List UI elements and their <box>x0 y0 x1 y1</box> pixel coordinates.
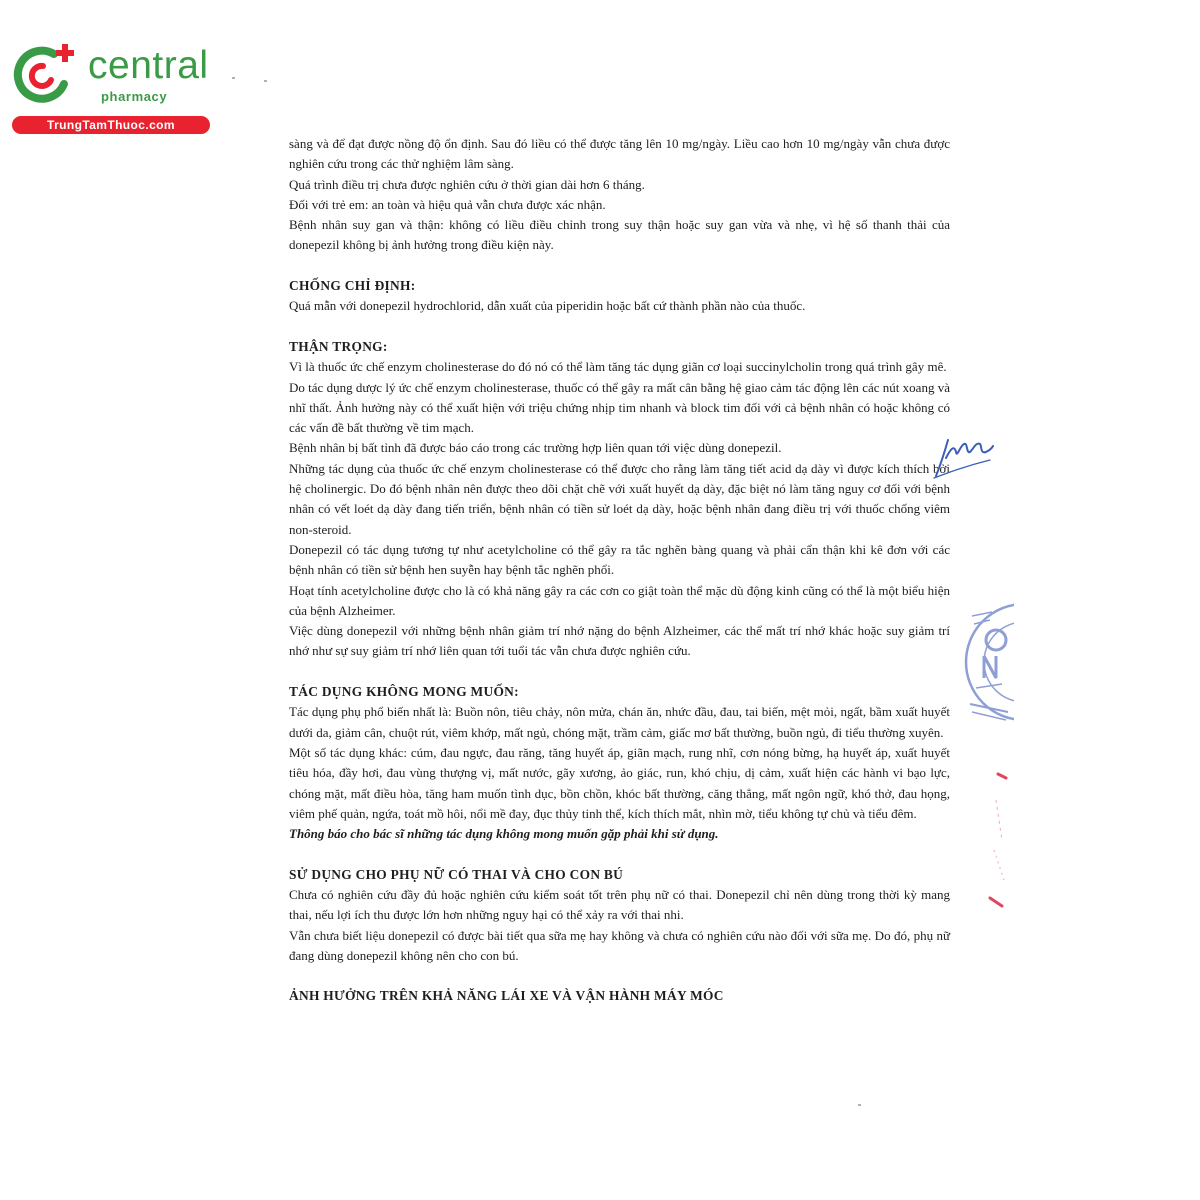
precautions-paragraph: Donepezil có tác dụng tương tự như acetylcholine có thể gây ra tắc nghẽn bàng quang và phải cẩn thận khi kê đơn với các bệnh nhân có tiền sử bệnh hen suyễn hay bệnh tắc nghẽn phổi. <box>289 541 950 578</box>
intro-paragraph: sàng và để đạt được nồng độ ổn định. Sau đó liều có thể được tăng lên 10 mg/ngày. Liều cao hơn 10 mg/ngày vẫn chưa được nghiên cứu trong các thử nghiệm lâm sàng. <box>289 136 950 172</box>
contraindications-heading: CHỐNG CHỈ ĐỊNH: <box>289 278 416 294</box>
document-body <box>289 134 950 1007</box>
logo-subtitle: pharmacy <box>101 89 168 104</box>
intro-paragraph: Quá trình điều trị chưa được nghiên cứu ở thời gian dài hơn 6 tháng. <box>289 176 645 192</box>
precautions-paragraph: Việc dùng donepezil với những bệnh nhân giảm trí nhớ nặng do bệnh Alzheimer, các thể mất trí nhớ khác hoặc suy giảm trí nhớ như sự suy giảm trí nhớ liên quan tới tuổi tác vẫn chưa được nghiên cứu. <box>289 623 950 659</box>
logo-name: central <box>88 44 209 87</box>
precautions-paragraph: Bệnh nhân bị bất tỉnh đã được báo cáo trong các trường hợp liên quan tới việc dùng donepezil. <box>289 440 782 456</box>
intro-paragraph: Bệnh nhân suy gan và thận: không có liều điều chỉnh trong suy thận hoặc suy gan vừa và nhẹ, vì hệ số thanh thải của donepezil không bị ảnh hưởng trong điều kiện này. <box>289 217 950 253</box>
side-effects-note: Thông báo cho bác sĩ những tác dụng không mong muốn gặp phải khi sử dụng. <box>289 826 719 842</box>
company-seal-icon <box>962 600 1014 724</box>
precautions-paragraph: Những tác dụng của thuốc ức chế enzym cholinesterase có thể được cho rằng làm tăng tiết acid dạ dày vì được kích thích bởi hệ cholinergic. Do đó bệnh nhân nên được theo dõi chặt chẽ với xuất huyết dạ dày, đặc biệt nó làm tăng nguy cơ đối với bệnh nhân có vết loét dạ dày đang tiến triển, bệnh nhân có tiền sử loét dạ dày, hoặc bệnh nhân đang điều trị với thuốc chống viêm non-steroid. <box>289 460 950 537</box>
precautions-paragraph: Vì là thuốc ức chế enzym cholinesterase do đó nó có thể làm tăng tác dụng giãn cơ loại succinylcholin trong quá trình gây mê. <box>289 359 947 375</box>
section-gap <box>289 966 950 986</box>
logo-mark-icon <box>10 40 80 110</box>
side-effects-heading: TÁC DỤNG KHÔNG MONG MUỐN: <box>289 684 519 700</box>
signature-icon <box>930 432 994 480</box>
central-pharmacy-logo[interactable] <box>10 38 220 138</box>
intro-paragraph: Đối với trẻ em: an toàn và hiệu quả vẫn chưa được xác nhận. <box>289 196 606 212</box>
section-gap <box>289 256 950 276</box>
section-gap <box>289 844 950 864</box>
pregnancy-paragraph: Vẫn chưa biết liệu donepezil có được bài tiết qua sữa mẹ hay không và chưa có nghiên cứu nào đối với sữa mẹ. Do đó, phụ nữ đang dùng donepezil không nên cho con bú. <box>289 927 950 963</box>
precautions-paragraph: Hoạt tính acetylcholine được cho là có khả năng gây ra các cơn co giật toàn thể mặc dù động kinh cũng có thể là một biểu hiện của bệnh Alzheimer. <box>289 582 950 618</box>
contraindications-paragraph: Quá mẫn với donepezil hydrochlorid, dẫn xuất của piperidin hoặc bất cứ thành phần nào của thuốc. <box>289 298 806 314</box>
side-effects-paragraph: Một số tác dụng khác: cúm, đau ngực, đau răng, tăng huyết áp, giãn mạch, rung nhĩ, cơn nóng bừng, hạ huyết áp, xuất huyết tiêu hóa, đầy hơi, đau vùng thượng vị, mất nước, gãy xương, ảo giác, run, khó chịu, dị cảm, xuất hiện các hành vi bạo lực, chóng mặt, mất điều hòa, tăng ham muốn tình dục, bồn chồn, khóc bất thường, căng thẳng, mất ngôn ngữ, khó thở, đau họng, viêm phế quản, ngứa, toát mồ hôi, nổi mề đay, đục thủy tinh thể, kích thích mắt, nhìn mờ, tiểu không tự chủ và tiểu đêm. <box>289 744 950 821</box>
edge-marks-icon <box>980 770 1010 910</box>
pregnancy-paragraph: Chưa có nghiên cứu đầy đủ hoặc nghiên cứu kiểm soát tốt trên phụ nữ có thai. Donepezil chỉ nên dùng trong thời kỳ mang thai, nếu lợi ích thu được lớn hơn những nguy hại có thể xảy ra với thai nhi. <box>289 886 950 923</box>
scan-speck <box>858 1104 861 1106</box>
precautions-paragraph: Do tác dụng dược lý ức chế enzym cholinesterase, thuốc có thể gây ra mất cân bằng hệ giao cảm tác động lên các nút xoang và nhĩ thất. Ảnh hưởng này có thể xuất hiện với triệu chứng nhịp tim nhanh và block tim đối với cả bệnh nhân có hoặc không có các vấn đề bất thường về tim mạch. <box>289 379 950 436</box>
scan-speck <box>232 77 235 79</box>
side-effects-paragraph: Tác dụng phụ phổ biến nhất là: Buồn nôn, tiêu chảy, nôn mửa, chán ăn, nhức đầu, đau, tai biến, mệt mỏi, ngất, bầm xuất huyết dưới da, giảm cân, chuột rút, viêm khớp, mất ngủ, chóng mặt, trầm cảm, giấc mơ bất thường, buồn ngủ, đi tiểu thường xuyên. <box>289 704 950 740</box>
section-gap <box>289 317 950 337</box>
driving-heading: ẢNH HƯỞNG TRÊN KHẢ NĂNG LÁI XE VÀ VẬN HÀNH MÁY MÓC <box>289 988 724 1004</box>
section-gap <box>289 662 950 682</box>
precautions-heading: THẬN TRỌNG: <box>289 338 388 354</box>
pregnancy-heading: SỬ DỤNG CHO PHỤ NỮ CÓ THAI VÀ CHO CON BÚ <box>289 866 624 882</box>
logo-site-link[interactable]: TrungTamThuoc.com <box>12 116 210 134</box>
scan-speck <box>264 80 267 82</box>
